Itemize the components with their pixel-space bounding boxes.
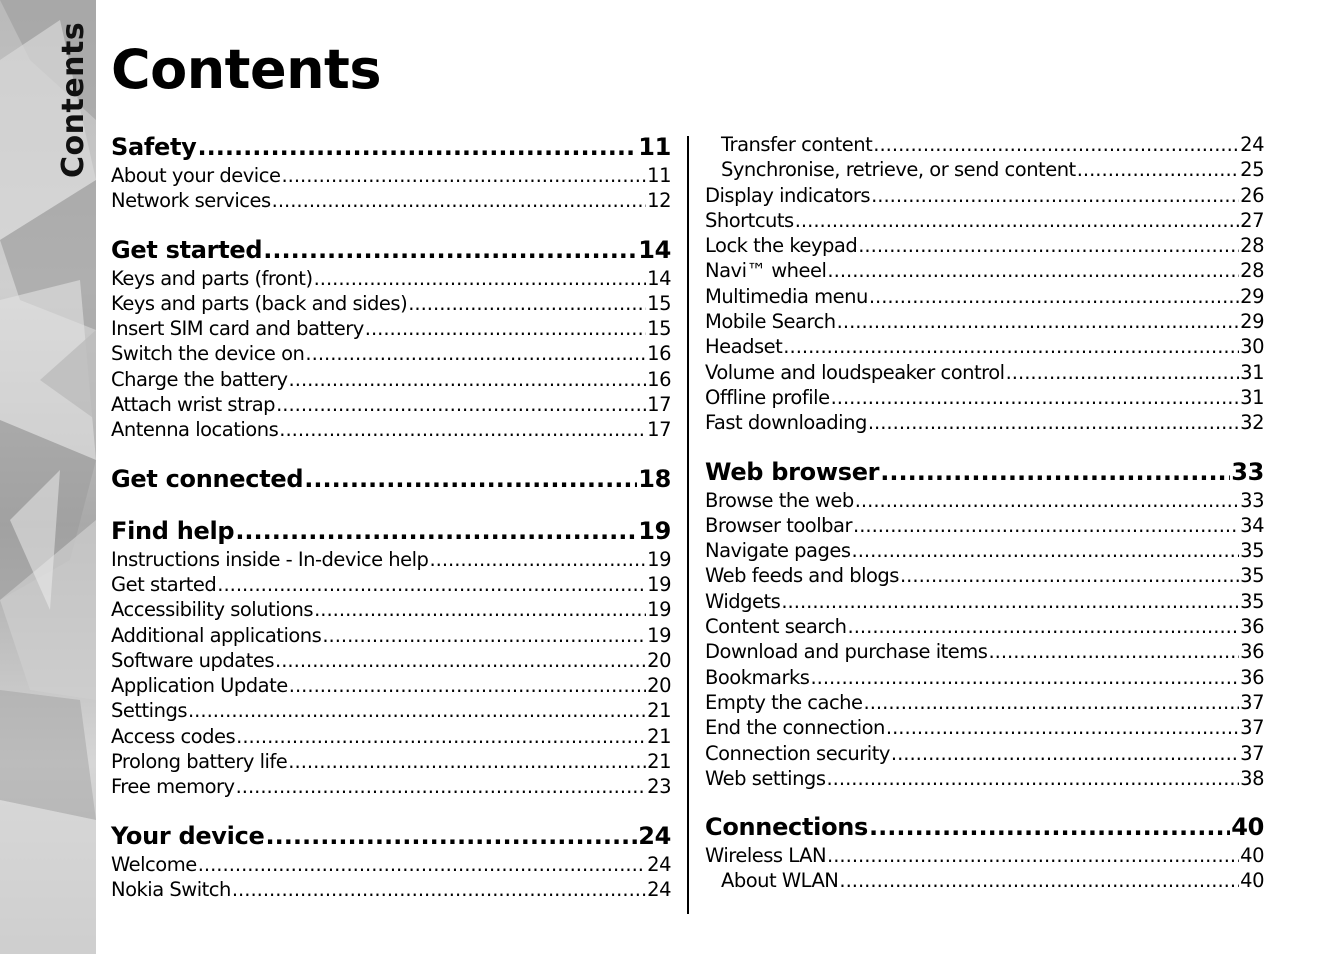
toc-entry[interactable] [705, 766, 1264, 791]
entry-title: Application Update [111, 674, 288, 698]
toc-subentry[interactable] [705, 132, 1264, 157]
toc-entry[interactable] [111, 266, 671, 291]
page-number: 40 [1240, 844, 1264, 868]
page-number: 24 [1240, 133, 1264, 156]
entry-title: Prolong battery life [111, 750, 288, 774]
dot-leader [853, 513, 1239, 538]
toc-heading[interactable] [111, 235, 671, 266]
dot-leader [276, 392, 646, 417]
entry-title: Download and purchase items [705, 640, 988, 664]
toc-entry[interactable] [705, 690, 1264, 715]
toc-left-column [111, 132, 671, 902]
page-number: 16 [647, 342, 671, 366]
entry-title: Charge the battery [111, 367, 288, 391]
entry-title: Free memory [111, 775, 235, 799]
page-number: 36 [1240, 640, 1264, 664]
dot-leader [837, 309, 1240, 334]
entry-title: Browse the web [705, 488, 854, 512]
entry-title: Safety [111, 133, 197, 161]
page-number: 28 [1240, 259, 1264, 283]
dot-leader [198, 132, 638, 163]
entry-title: End the connection [705, 716, 885, 740]
entry-title: Network services [111, 189, 271, 213]
dot-leader [868, 410, 1239, 435]
entry-title: Web feeds and blogs [705, 564, 899, 588]
page-number: 11 [647, 164, 671, 187]
toc-entry[interactable] [111, 392, 671, 417]
entry-title: Empty the cache [705, 690, 863, 714]
dot-leader [858, 233, 1239, 258]
dot-leader [289, 673, 646, 698]
page-number: 35 [1240, 539, 1264, 563]
dot-leader [236, 774, 647, 799]
entry-title: Software updates [111, 648, 275, 672]
entry-title: About your device [111, 164, 281, 187]
dot-leader [188, 698, 646, 723]
toc-entry[interactable] [111, 774, 671, 799]
page-number: 24 [638, 821, 671, 850]
entry-title: Connection security [705, 741, 890, 765]
page-number: 14 [638, 235, 671, 264]
entry-title: Settings [111, 699, 187, 723]
page-number: 11 [638, 133, 671, 161]
page-number: 21 [647, 750, 671, 774]
page-number: 33 [1240, 488, 1264, 512]
toc-entry[interactable] [705, 385, 1264, 410]
entry-title: Transfer content [721, 133, 873, 156]
section-gap [111, 800, 671, 821]
toc-entry[interactable] [705, 715, 1264, 740]
toc-heading[interactable] [111, 516, 671, 547]
toc-entry[interactable] [705, 513, 1264, 538]
dot-leader [810, 665, 1239, 690]
entry-title: Bookmarks [705, 665, 810, 689]
toc-section [111, 821, 671, 903]
section-gap [111, 495, 671, 516]
toc-entry[interactable] [705, 639, 1264, 664]
toc-entry[interactable] [705, 360, 1264, 385]
page-number: 24 [647, 877, 671, 901]
dot-leader [288, 749, 646, 774]
page-number: 25 [1240, 158, 1264, 182]
entry-title: Fast downloading [705, 411, 867, 435]
entry-title: Antenna locations [111, 418, 279, 442]
toc-entry[interactable] [111, 877, 671, 902]
toc-section [111, 516, 671, 800]
toc-entry[interactable] [111, 572, 671, 597]
toc-section [111, 464, 671, 495]
dot-leader [232, 877, 646, 902]
dot-leader [852, 538, 1240, 563]
toc-entry[interactable] [111, 724, 671, 749]
page-number: 23 [647, 775, 671, 799]
dot-leader [265, 821, 637, 852]
toc-entry[interactable] [111, 547, 671, 572]
toc-entry[interactable] [111, 367, 671, 392]
toc-heading[interactable] [705, 812, 1264, 843]
page-number: 37 [1240, 690, 1264, 714]
entry-title: Keys and parts (back and sides) [111, 291, 408, 315]
toc-entry[interactable] [111, 673, 671, 698]
page-number: 12 [647, 189, 671, 213]
dot-leader [781, 589, 1239, 614]
toc-entry[interactable] [111, 291, 671, 316]
entry-title: Display indicators [705, 183, 871, 207]
dot-leader [783, 334, 1239, 359]
entry-title: Attach wrist strap [111, 393, 276, 417]
dot-leader [235, 516, 637, 547]
entry-title: Nokia Switch [111, 877, 231, 901]
page-number: 36 [1240, 615, 1264, 639]
dot-leader [827, 843, 1239, 868]
page-number: 33 [1231, 457, 1264, 486]
toc-entry[interactable] [111, 417, 671, 442]
dot-leader [880, 457, 1230, 488]
page-number: 31 [1240, 385, 1264, 409]
toc-section [111, 132, 671, 214]
entry-title: Wireless LAN [705, 844, 827, 868]
entry-title: About WLAN [721, 869, 839, 893]
page-title: Contents [111, 38, 382, 101]
toc-entry[interactable] [705, 665, 1264, 690]
dot-leader [869, 812, 1230, 843]
sidebar-decoration [0, 0, 96, 954]
section-gap [111, 214, 671, 235]
entry-title: Your device [111, 821, 265, 850]
entry-title: Additional applications [111, 623, 322, 647]
page-number: 15 [647, 291, 671, 315]
page-number: 15 [647, 317, 671, 341]
dot-leader [864, 690, 1240, 715]
dot-leader [314, 597, 646, 622]
toc-heading[interactable] [111, 464, 671, 495]
toc-entry[interactable] [705, 538, 1264, 563]
dot-leader [198, 852, 646, 877]
page-number: 24 [647, 852, 671, 876]
section-gap [705, 791, 1264, 812]
toc-entry[interactable] [111, 698, 671, 723]
dot-leader [839, 868, 1239, 893]
entry-title: Widgets [705, 589, 781, 613]
dot-leader [305, 341, 646, 366]
dot-leader [826, 766, 1239, 791]
entry-title: Get connected [111, 464, 304, 493]
dot-leader [217, 572, 646, 597]
page-number: 20 [647, 674, 671, 698]
page-number: 19 [647, 598, 671, 622]
dot-leader [275, 648, 646, 673]
toc-section [705, 812, 1264, 894]
page-number: 28 [1240, 234, 1264, 258]
toc-entry[interactable] [111, 188, 671, 213]
toc-heading[interactable] [111, 132, 671, 163]
dot-leader [429, 547, 646, 572]
dot-leader [873, 132, 1239, 157]
page-number: 40 [1240, 869, 1264, 893]
toc-entry[interactable] [705, 589, 1264, 614]
toc-section [111, 235, 671, 443]
toc-entry[interactable] [111, 163, 671, 188]
dot-leader [281, 163, 646, 188]
column-divider [687, 136, 689, 914]
dot-leader [289, 367, 647, 392]
dot-leader [886, 715, 1239, 740]
dot-leader [848, 614, 1240, 639]
toc-entry[interactable] [111, 623, 671, 648]
dot-leader [304, 464, 637, 495]
entry-title: Connections [705, 813, 869, 842]
dot-leader [1077, 157, 1239, 182]
toc-entry[interactable] [705, 410, 1264, 435]
entry-title: Volume and loudspeaker control [705, 360, 1005, 384]
toc-entry[interactable] [705, 183, 1264, 208]
toc-entry[interactable] [705, 741, 1264, 766]
entry-title: Switch the device on [111, 342, 305, 366]
dot-leader [236, 724, 646, 749]
toc-section [705, 457, 1264, 792]
entry-title: Access codes [111, 724, 236, 748]
entry-title: Headset [705, 335, 783, 359]
dot-leader [891, 741, 1239, 766]
entry-title: Shortcuts [705, 208, 794, 232]
section-gap [705, 436, 1264, 457]
entry-title: Welcome [111, 852, 197, 876]
dot-leader [900, 563, 1239, 588]
toc-entry[interactable] [111, 341, 671, 366]
page-number: 36 [1240, 665, 1264, 689]
toc-right-column [705, 132, 1264, 894]
page-number: 21 [647, 699, 671, 723]
page-number: 30 [1240, 335, 1264, 359]
dot-leader [988, 639, 1239, 664]
toc-entry[interactable] [111, 648, 671, 673]
toc-entry[interactable] [111, 749, 671, 774]
page-number: 37 [1240, 741, 1264, 765]
page-number: 35 [1240, 564, 1264, 588]
entry-title: Browser toolbar [705, 513, 852, 537]
entry-title: Insert SIM card and battery [111, 317, 364, 341]
dot-leader [795, 208, 1239, 233]
dot-leader [855, 488, 1239, 513]
page-number: 32 [1240, 411, 1264, 435]
toc-section [705, 132, 1264, 436]
page-number: 40 [1231, 813, 1264, 842]
toc-entry[interactable] [705, 843, 1264, 868]
entry-title: Multimedia menu [705, 284, 868, 308]
entry-title: Navigate pages [705, 539, 851, 563]
page-number: 29 [1240, 284, 1264, 308]
entry-title: Keys and parts (front) [111, 266, 313, 290]
dot-leader [365, 316, 646, 341]
toc-heading[interactable] [111, 821, 671, 852]
entry-title: Accessibility solutions [111, 598, 314, 622]
page-number: 18 [638, 464, 671, 493]
toc-heading[interactable] [705, 457, 1264, 488]
page-number: 20 [647, 648, 671, 672]
dot-leader [827, 258, 1239, 283]
page-number: 21 [647, 724, 671, 748]
page-number: 17 [647, 393, 671, 417]
entry-title: Mobile Search [705, 310, 836, 334]
entry-title: Synchronise, retrieve, or send content [721, 158, 1076, 182]
dot-leader [314, 266, 647, 291]
toc-entry[interactable] [705, 258, 1264, 283]
entry-title: Offline profile [705, 385, 830, 409]
entry-title: Content search [705, 615, 847, 639]
toc-subentry[interactable] [705, 868, 1264, 893]
toc-entry[interactable] [705, 334, 1264, 359]
toc-entry[interactable] [111, 852, 671, 877]
page-number: 34 [1240, 513, 1264, 537]
entry-title: Get started [111, 572, 217, 596]
page-number: 19 [647, 623, 671, 647]
page-number: 29 [1240, 310, 1264, 334]
entry-title: Navi™ wheel [705, 259, 827, 283]
toc-entry[interactable] [705, 614, 1264, 639]
dot-leader [272, 188, 647, 213]
toc-entry[interactable] [111, 316, 671, 341]
dot-leader [322, 623, 646, 648]
dot-leader [408, 291, 646, 316]
toc-entry[interactable] [705, 309, 1264, 334]
page-number: 19 [647, 572, 671, 596]
page-number: 37 [1240, 716, 1264, 740]
page-number: 17 [647, 418, 671, 442]
page-number: 19 [647, 547, 671, 571]
dot-leader [831, 385, 1240, 410]
page-number: 31 [1240, 360, 1264, 384]
entry-title: Web browser [705, 457, 880, 486]
page-number: 35 [1240, 589, 1264, 613]
toc-entry[interactable] [705, 233, 1264, 258]
page-number: 19 [638, 516, 671, 545]
dot-leader [869, 284, 1239, 309]
toc-entry[interactable] [111, 597, 671, 622]
page-number: 38 [1240, 766, 1264, 790]
dot-leader [1006, 360, 1240, 385]
section-gap [111, 443, 671, 464]
page-number: 14 [647, 266, 671, 290]
entry-title: Web settings [705, 766, 826, 790]
toc-entry[interactable] [705, 208, 1264, 233]
toc-entry[interactable] [705, 488, 1264, 513]
entry-title: Instructions inside - In-device help [111, 547, 429, 571]
sidebar-section-label: Contents [56, 21, 91, 178]
page-number: 26 [1240, 183, 1264, 207]
dot-leader [871, 183, 1239, 208]
dot-leader [263, 235, 637, 266]
toc-subentry[interactable] [705, 157, 1264, 182]
entry-title: Get started [111, 235, 263, 264]
page-number: 16 [647, 367, 671, 391]
entry-title: Lock the keypad [705, 234, 858, 258]
dot-leader [279, 417, 646, 442]
page-number: 27 [1240, 208, 1264, 232]
entry-title: Find help [111, 516, 235, 545]
toc-entry[interactable] [705, 563, 1264, 588]
toc-entry[interactable] [705, 284, 1264, 309]
